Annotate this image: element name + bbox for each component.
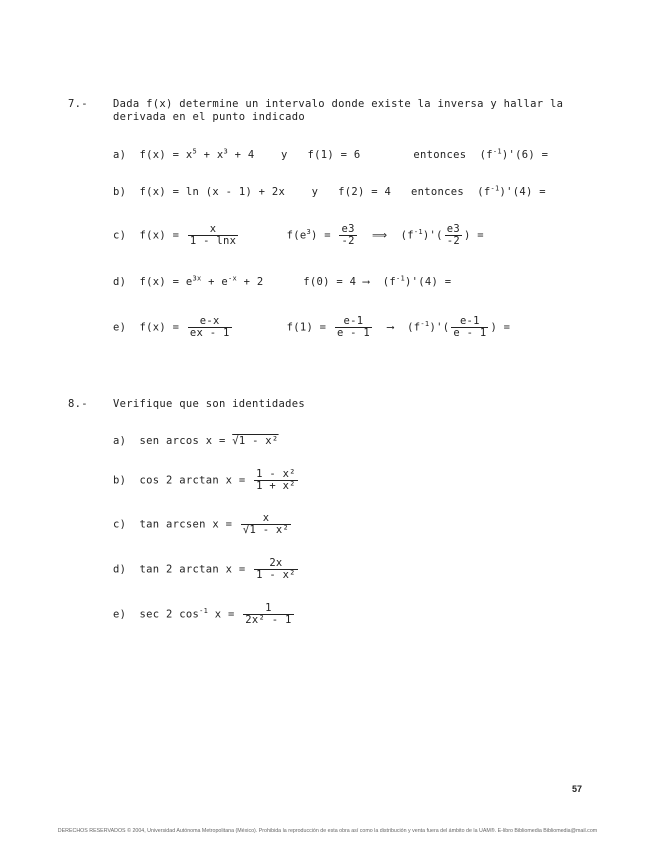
expr-part: )'( — [429, 321, 450, 334]
problem-7a — [113, 149, 548, 161]
exponent: -x — [228, 274, 238, 283]
numerator: e-1 — [335, 316, 372, 328]
problem-8b — [113, 469, 300, 492]
exponent: -1 — [413, 228, 423, 236]
item-label: c) — [113, 518, 127, 531]
expr-part: sen arcos x = — [139, 435, 233, 447]
item-label: e) — [113, 608, 127, 621]
expr-part: cos 2 arctan x = — [139, 474, 246, 487]
expr-part: f(x) = — [139, 321, 180, 334]
item-label: d) — [113, 563, 127, 576]
denominator: 2x² - 1 — [245, 614, 292, 626]
denominator: 1 - x² — [256, 569, 296, 581]
expr-part: f(x) = — [139, 229, 180, 242]
exponent: -1 — [395, 274, 406, 283]
numerator: 1 - x² — [256, 468, 296, 480]
denominator: -2 — [341, 235, 355, 247]
problem-7-number: 7.- — [68, 98, 88, 110]
expr-part: tan arcsen x = — [139, 518, 233, 531]
problem-7c — [113, 224, 484, 247]
problem-8-number: 8.- — [68, 398, 88, 410]
fraction — [339, 224, 356, 247]
problem-8a — [113, 435, 279, 447]
denominator: 1 - lnx — [189, 235, 237, 247]
exponent: 3 — [306, 228, 311, 236]
problem-7b — [113, 186, 546, 198]
expr-part: f(x) = x — [139, 149, 193, 161]
fraction — [445, 224, 462, 247]
exponent: -1 — [420, 320, 430, 328]
expr-part: )'(4) = — [405, 276, 452, 288]
problem-8-statement: Verifique que son identidades — [113, 398, 306, 410]
expr-part: (f — [407, 321, 421, 334]
page-number: 57 — [572, 784, 583, 794]
expr-part: sec 2 cos — [139, 608, 200, 621]
item-label: a) — [113, 149, 127, 161]
item-label: b) — [113, 186, 127, 198]
numerator: e3 — [446, 223, 460, 235]
expr-part: )'(6) = — [501, 149, 549, 161]
denominator: √1 - x² — [242, 524, 290, 536]
expr-part: tan 2 arctan x = — [139, 563, 246, 576]
expr-part: + 4 y f(1) = 6 entonces (f — [228, 149, 493, 161]
copyright-footer: DERECHOS RESERVADOS © 2004, Universidad Autónoma Metropolitana (México). Prohibida la reproducción de esta obra así como la distribución y venta fuera del ámbito de la UAM®. E-libro Bibliomedia Bibliomedia@mail.com — [57, 828, 598, 834]
item-label: b) — [113, 474, 127, 487]
exponent: 3 — [223, 147, 229, 156]
numerator: e-x — [188, 316, 232, 328]
item-label: a) — [113, 435, 127, 447]
item-label: e) — [113, 321, 127, 334]
problem-8d — [113, 558, 300, 581]
item-label: c) — [113, 229, 127, 242]
arrow-icon: ⟹ — [371, 229, 388, 242]
denominator: -2 — [446, 235, 460, 247]
numerator: 1 — [243, 603, 293, 615]
fraction — [254, 558, 298, 581]
expr-part: ) = — [490, 321, 511, 334]
fraction — [188, 224, 238, 247]
numerator: 2x — [254, 558, 298, 570]
numerator: e-1 — [451, 316, 488, 328]
expr-part: + e — [201, 276, 229, 288]
expr-part: + 2 f(0) = 4 — [237, 276, 357, 288]
expr-part: ) = — [463, 229, 484, 242]
expr-part: f(x) = e — [139, 276, 193, 288]
expr-part: + x — [197, 149, 224, 161]
expr-part: f(e — [286, 229, 307, 242]
problem-8c — [113, 513, 293, 536]
fraction — [335, 316, 372, 339]
expr-part: f(x) = ln (x - 1) + 2x y f(2) = 4 entonces (f — [139, 186, 491, 198]
fraction — [451, 316, 488, 339]
exponent: -1 — [492, 147, 502, 156]
numerator: x — [241, 513, 291, 525]
expr-part: √1 - x² — [232, 435, 279, 447]
problem-7d — [113, 276, 451, 288]
numerator: x — [188, 224, 238, 236]
numerator: e3 — [341, 223, 355, 235]
expr-part: )'( — [422, 229, 443, 242]
arrow-icon: ⟶ — [387, 321, 394, 334]
problem-8e — [113, 603, 296, 626]
expr-part: )'(4) = — [499, 186, 546, 198]
exponent: -1 — [199, 607, 209, 615]
denominator: e - 1 — [453, 327, 487, 339]
fraction — [241, 513, 291, 536]
expr-part: (f — [400, 229, 414, 242]
denominator: 1 + x² — [256, 480, 296, 492]
denominator: e - 1 — [336, 327, 371, 339]
arrow-icon: ⟶ — [362, 276, 370, 288]
problem-7-statement-line2: derivada en el punto indicado — [113, 111, 306, 123]
expr-part: f(1) = — [286, 321, 327, 334]
expr-part: (f — [382, 276, 396, 288]
exponent: 3x — [192, 274, 202, 283]
fraction — [243, 603, 293, 626]
item-label: d) — [113, 276, 127, 288]
exponent: -1 — [490, 184, 500, 193]
problem-7e — [113, 316, 510, 339]
expr-part: x = — [208, 608, 235, 621]
fraction — [254, 469, 298, 492]
fraction — [188, 316, 232, 339]
expr-part: ) = — [310, 229, 331, 242]
problem-7-statement-line1: Dada f(x) determine un intervalo donde existe la inversa y hallar la — [113, 98, 564, 110]
exponent: 5 — [192, 147, 197, 156]
denominator: ex - 1 — [189, 327, 230, 339]
